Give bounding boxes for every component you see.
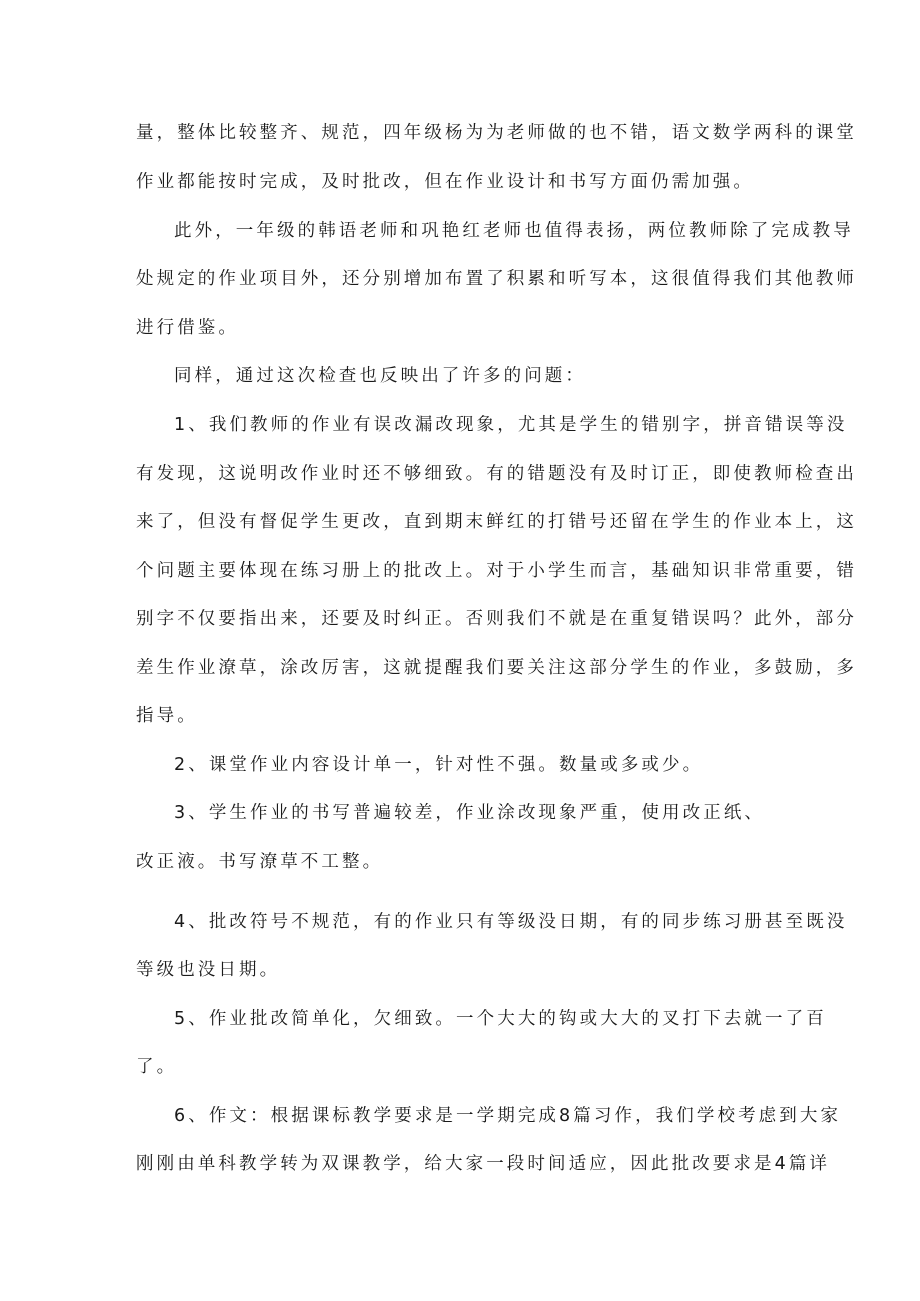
text-line: 差生作业潦草，涂改厉害，这就提醒我们要关注这部分学生的作业，多鼓励，多 bbox=[136, 658, 857, 678]
text-line: 个问题主要体现在练习册上的批改上。对于小学生而言，基础知识非常重要，错 bbox=[136, 561, 857, 581]
text-line: 了。 bbox=[136, 1057, 178, 1077]
text-line: 量，整体比较整齐、规范，四年级杨为为老师做的也不错，语文数学两科的课堂 bbox=[136, 123, 857, 143]
text-line: 改正液。书写潦草不工整。 bbox=[136, 852, 384, 872]
list-item-3: 3、学生作业的书写普遍较差，作业涂改现象严重，使用改正纸、 bbox=[174, 803, 766, 823]
list-item-4: 4、批改符号不规范，有的作业只有等级没日期，有的同步练习册甚至既没 bbox=[174, 912, 848, 932]
list-item-2: 2、课堂作业内容设计单一，针对性不强。数量或多或少。 bbox=[174, 755, 704, 775]
list-item-1: 1、我们教师的作业有误改漏改现象，尤其是学生的错别字，拼音错误等没 bbox=[174, 415, 848, 435]
text-line: 有发现，这说明改作业时还不够细致。有的错题没有及时订正，即使教师检查出 bbox=[136, 464, 857, 484]
text-line: 同样，通过这次检查也反映出了许多的问题： bbox=[174, 366, 586, 386]
text-line: 指导。 bbox=[136, 706, 198, 726]
text-line: 进行借鉴。 bbox=[136, 318, 239, 338]
text-line: 来了，但没有督促学生更改，直到期末鲜红的打错号还留在学生的作业本上，这 bbox=[136, 512, 857, 532]
text-line: 刚刚由单科教学转为双课教学，给大家一段时间适应，因此批改要求是4篇详 bbox=[136, 1154, 831, 1174]
list-item-5: 5、作业批改简单化，欠细致。一个大大的钩或大大的叉打下去就一了百 bbox=[174, 1009, 827, 1029]
text-line: 等级也没日期。 bbox=[136, 960, 281, 980]
text-line: 处规定的作业项目外，还分别增加布置了积累和听写本，这很值得我们其他教师 bbox=[136, 269, 857, 289]
text-line: 此外，一年级的韩语老师和巩艳红老师也值得表扬，两位教师除了完成教导 bbox=[174, 221, 854, 241]
text-line: 作业都能按时完成，及时批改，但在作业设计和书写方面仍需加强。 bbox=[136, 172, 754, 192]
list-item-6: 6、作文：根据课标教学要求是一学期完成8篇习作，我们学校考虑到大家 bbox=[174, 1106, 842, 1126]
text-line: 别字不仅要指出来，还要及时纠正。否则我们不就是在重复错误吗？此外，部分 bbox=[136, 609, 857, 629]
